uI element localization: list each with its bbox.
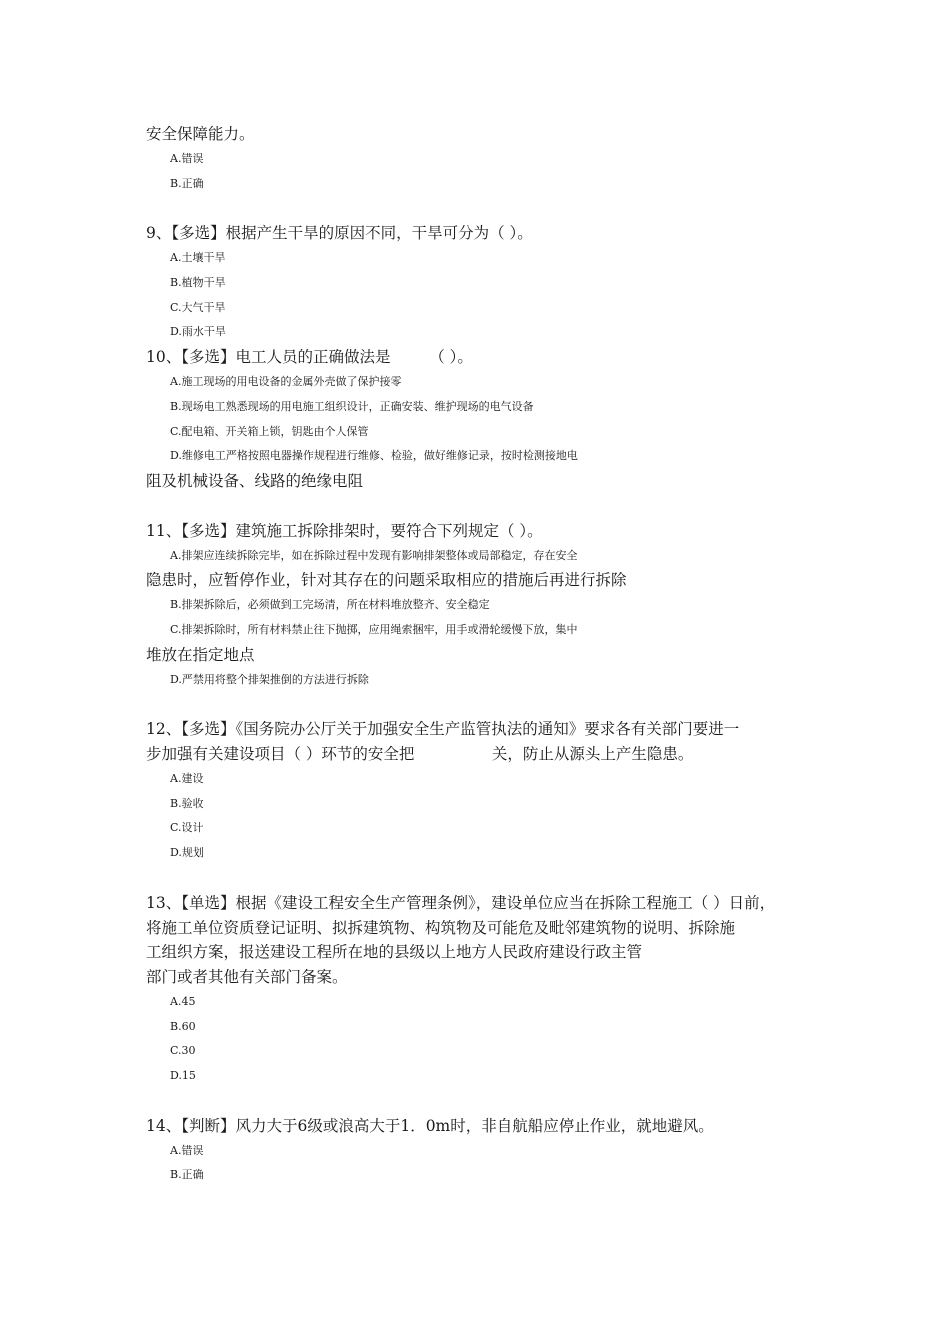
q10-stem: 10、【多选】电工人员的正确做法是 （ ）。 <box>146 348 473 367</box>
q10-option-d-line2: 阻及机械设备、线路的绝缘电阻 <box>146 472 364 491</box>
q11-option-b: B.排架拆除后，必须做到工完场清，所在材料堆放整齐、安全稳定 <box>170 598 490 612</box>
q12-option-b: B.验收 <box>170 796 204 810</box>
q8-stem-tail: 安全保障能力。 <box>146 125 255 143</box>
q11-option-c-line1: C.排架拆除时，所有材料禁止往下抛掷，应用绳索捆牢，用手或滑轮缓慢下放，集中 <box>170 622 578 636</box>
spacer <box>146 494 812 519</box>
question-list <box>146 122 812 1188</box>
q12-option-c: C.设计 <box>170 821 204 835</box>
q12-option-a: A.建设 <box>170 771 204 785</box>
spacer <box>146 692 812 717</box>
q8-option-a: A.错误 <box>170 151 204 165</box>
q12-stem-line2: 步加强有关建设项目（ ）环节的安全把 关，防止从源头上产生隐患。 <box>146 744 694 763</box>
q9-option-c: C.大气干旱 <box>170 300 226 314</box>
q11-option-c-line2: 堆放在指定地点 <box>146 645 255 664</box>
q14-option-b: B.正确 <box>170 1168 204 1182</box>
q9-stem: 9、【多选】根据产生干旱的原因不同，干旱可分为（ ）。 <box>146 224 533 243</box>
q9-option-a: A.土壤干旱 <box>170 250 226 264</box>
spacer <box>146 1089 812 1114</box>
q8-option-b: B.正确 <box>170 176 204 190</box>
q13-option-b: B.60 <box>170 1019 196 1033</box>
q11-option-a-line2: 隐患时，应暂停作业，针对其存在的问题采取相应的措施后再进行拆除 <box>146 571 627 590</box>
q13-stem-line4: 部门或者其他有关部门备案。 <box>146 968 348 987</box>
q13-option-a: A.45 <box>170 994 196 1008</box>
spacer <box>146 866 812 891</box>
q14-option-a: A.错误 <box>170 1143 204 1157</box>
q11-option-a-line1: A.排架应连续拆除完毕，如在拆除过程中发现有影响排架整体或局部稳定，存在安全 <box>170 548 578 562</box>
q12-stem-line1: 12、【多选】《国务院办公厅关于加强安全生产监管执法的通知》要求各有关部门要进一 <box>146 720 740 739</box>
spacer <box>146 196 812 221</box>
q13-stem-line2: 将施工单位资质登记证明、拟拆建筑物、构筑物及可能危及毗邻建筑物的说明、拆除施 <box>146 918 736 937</box>
q13-option-c: C.30 <box>170 1044 196 1058</box>
q10-option-b: B.现场电工熟悉现场的用电施工组织设计，正确安装、维护现场的电气设备 <box>170 399 534 413</box>
q9-option-b: B.植物干旱 <box>170 275 226 289</box>
q10-option-d-line1: D.维修电工严格按照电器操作规程进行维修、检验，做好维修记录，按时检测接地电 <box>170 449 578 463</box>
q14-stem: 14、【判断】风力大于6级或浪高大于1．0m时，非自航船应停止作业，就地避风。 <box>146 1116 714 1135</box>
q13-stem-line1: 13、【单选】根据《建设工程安全生产管理条例》，建设单位应当在拆除工程施工（ ）日前， <box>146 893 776 912</box>
q13-stem-line3: 工组织方案，报送建设工程所在地的县级以上地方人民政府建设行政主管 <box>146 943 643 962</box>
q12-option-d: D.规划 <box>170 846 204 860</box>
q10-option-a: A.施工现场的用电设备的金属外壳做了保护接零 <box>170 374 402 388</box>
q9-option-d: D.雨水干旱 <box>170 325 226 339</box>
q11-stem: 11、【多选】建筑施工拆除排架时，要符合下列规定（ ）。 <box>146 521 543 540</box>
q10-option-c: C.配电箱、开关箱上锁，钥匙由个人保管 <box>170 424 369 438</box>
q11-option-d: D.严禁用将整个排架推倒的方法进行拆除 <box>170 672 369 686</box>
q13-option-d: D.15 <box>170 1069 196 1083</box>
